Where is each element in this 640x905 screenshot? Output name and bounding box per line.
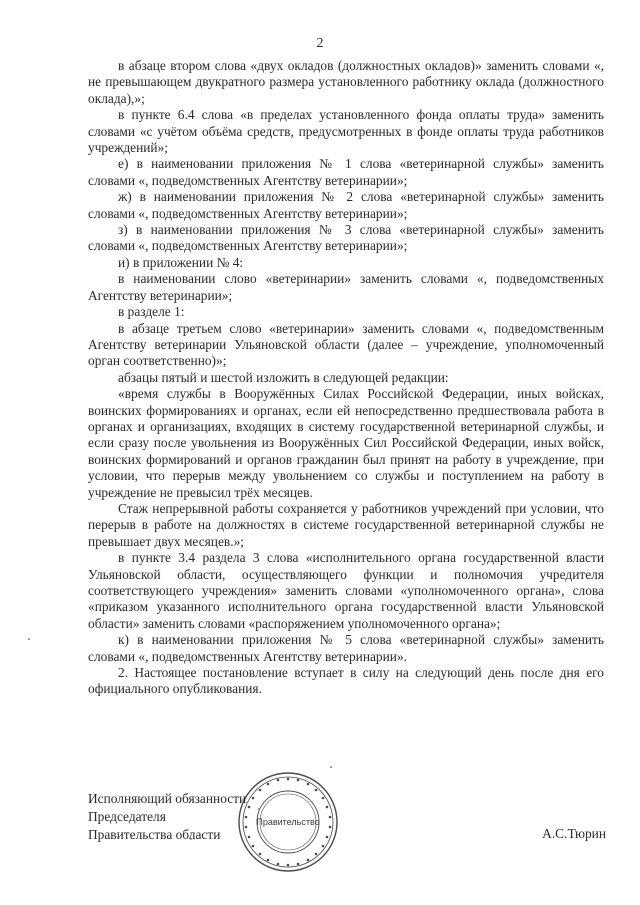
- signature-block: [88, 790, 604, 844]
- paragraph: в пункте 3.4 раздела 3 слова «исполнительного органа государственной власти Ульяновской области, осуществляющего функции и полномочия учредителя соответствующего учреждения» заменить словами «уполномоченного органа», слова «приказом указанного исполнительного органа государственной власти Ульяновской области» заменить словами «распоряжением уполномоченного органа»;: [88, 550, 604, 631]
- paragraph: Стаж непрерывной работы сохраняется у работников учреждений при условии, что перерыв в работе на должностях в системе государственной ветеринарной службы не превышает двух месяцев.»;: [88, 500, 604, 549]
- paragraph: ж) в наименовании приложения № 2 слова «ветеринарной службы» заменить словами «, подведомственных Агентству ветеринарии»;: [88, 189, 604, 221]
- signer-title-line-3: Правительства области: [88, 827, 221, 842]
- page-number: 2: [316, 36, 324, 51]
- paragraph: и) в приложении № 4:: [118, 254, 244, 270]
- seal-center-text: Правительство: [256, 817, 320, 827]
- signer-title-line-2: Председателя: [88, 809, 166, 824]
- paragraph: к) в наименовании приложения № 5 слова «ветеринарной службы» заменить словами «, подведомственных Агентству ветеринарии».: [88, 632, 604, 664]
- signer-title-line-1: Исполняющий обязанности: [88, 791, 247, 806]
- document-body: [88, 58, 604, 698]
- paragraph: в пункте 6.4 слова «в пределах установленного фонда оплаты труда» заменить словами «с учётом объёма средств, предусмотренных в фонде оплаты труда работников учреждений»;: [88, 107, 604, 156]
- paragraph: в наименовании слово «ветеринарии» заменить словами «, подведомственных Агентству ветеринарии»;: [88, 271, 604, 303]
- signer-name: А.С.Тюрин: [542, 826, 606, 841]
- paragraph: абзацы пятый и шестой изложить в следующей редакции:: [118, 369, 449, 385]
- paragraph: в разделе 1:: [118, 304, 185, 320]
- paragraph: е) в наименовании приложения № 1 слова «ветеринарной службы» заменить словами «, подведомственных Агентству ветеринарии»;: [88, 156, 604, 188]
- paragraph: 2. Настоящее постановление вступает в силу на следующий день после дня его официального опубликования.: [88, 665, 604, 697]
- paragraph: в абзаце втором слова «двух окладов (должностных окладов)» заменить словами «, не превышающем двукратного размера установленного работнику оклада (должностного оклада),»;: [88, 58, 604, 106]
- paragraph: з) в наименовании приложения № 3 слова «ветеринарной службы» заменить словами «, подведомственных Агентству ветеринарии»;: [88, 222, 604, 254]
- paragraph: «время службы в Вооружённых Силах Российской Федерации, иных войсках, воинских формированиях и органах, если ей непосредственно предшествовала работа в органах и организациях, входящих в систему государственной ветеринарной службы, и если сразу после увольнения из Вооружённых Сил Российской Федерации, иных войск, воинских формирований и органов гражданин был принят на работу в учреждение, при условии, что перерыв между увольнением со службы и поступлением на работу в учреждение не превысил трёх месяцев.: [88, 386, 604, 500]
- paragraph: в абзаце третьем слово «ветеринарии» заменить словами «, подведомственным Агентству ветеринарии Ульяновской области (далее – учреждение, уполномоченный орган соответственно)»;: [88, 320, 604, 369]
